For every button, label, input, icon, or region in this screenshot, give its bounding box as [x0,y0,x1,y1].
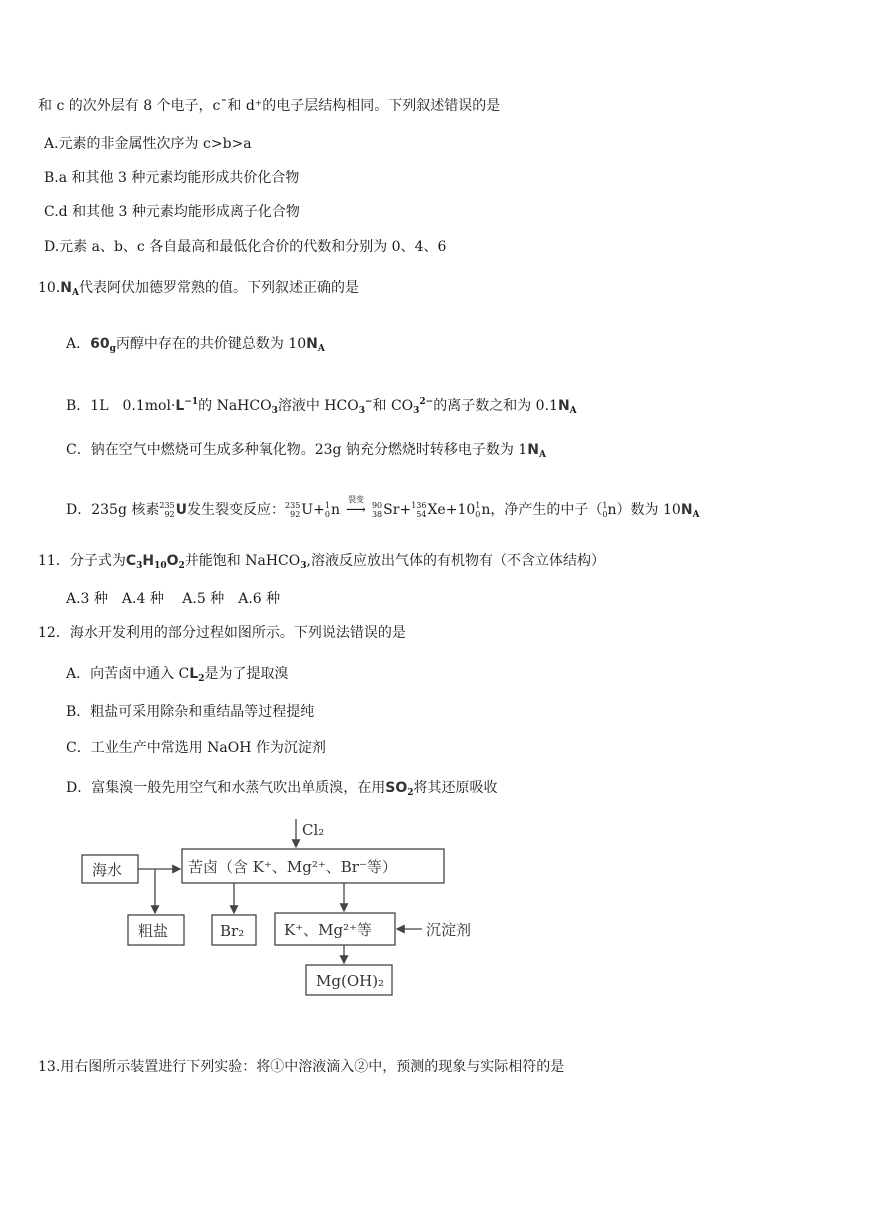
q10-option-c: C．钠在空气中燃烧可生成多种氧化物。23g 钠充分燃烧时转移电子数为 $1N_A$ [66,442,546,460]
q10-stem: $10.N_A$代表阿伏加德罗常熟的值。下列叙述正确的是 [38,280,359,298]
q13-stem: 13.用右图所示装置进行下列实验：将①中溶液滴入②中，预测的现象与实际相符的是 [38,1059,565,1075]
q12-stem: 12．海水开发利用的部分过程如图所示。下列说法错误的是 [38,625,406,641]
seawater-process-diagram [70,815,490,1000]
q11-stem: 11．分子式为$C_3H_{10}O_2$并能饱和 NaHCO$_3$,溶液反应放出气体的有机物有（不含立体结构） [38,553,605,571]
q12-option-a: A．向苦卤中通入 $CL_2$是为了提取溴 [66,666,289,684]
label-precipitant: 沉淀剂 [426,921,472,939]
fission-arrow: 裂变 ⟶ [345,495,366,518]
q9-option-b: B.a 和其他 3 种元素均能形成共价化合物 [44,170,300,186]
label-crude-salt: 粗盐 [138,922,169,940]
label-cl2: Cl₂ [302,821,325,839]
q10-option-a: A．$60_g$丙醇中存在的共价键总数为 $10N_A$ [66,336,325,354]
label-seawater: 海水 [92,861,123,879]
label-brine: 苦卤（含 K⁺、Mg²⁺、Br⁻等） [188,858,397,876]
q12-option-c: C．工业生产中常选用 NaOH 作为沉淀剂 [66,740,326,756]
q9-option-d: D.元素 a、b、c 各自最高和最低化合价的代数和分别为 0、4、6 [44,239,447,255]
label-mgoh2: Mg(OH)₂ [316,972,385,990]
q9-option-a: A.元素的非金属性次序为 c>b>a [44,136,252,152]
label-ions: K⁺、Mg²⁺等 [284,921,373,939]
q10-option-d: D．235g 核素235 92U发生裂变反应：235 92U+1 0n 裂变 ⟶ 90 38Sr+136 54Xe+101 0n，净产生的中子（1 0n）数为 $10N_A$ [66,495,700,520]
q12-option-d: D．富集溴一般先用空气和水蒸气吹出单质溴，在用$SO_2$将其还原吸收 [66,780,498,798]
label-br2: Br₂ [220,922,245,940]
question-9-stem-continuation: 和 c 的次外层有 8 个电子，c¯和 d⁺的电子层结构相同。下列叙述错误的是 [38,98,501,114]
q12-option-b: B．粗盐可采用除杂和重结晶等过程提纯 [66,704,315,720]
q10-option-b: B．1L $0.1mol\cdot L^{-1}$的 NaHCO$_3$溶液中 $HCO_3^-$和 $CO_3^{2-}$的离子数之和为 $0.1N_A$ [66,397,577,416]
q9-option-c: C.d 和其他 3 种元素均能形成离子化合物 [44,204,300,220]
q11-options: A.3 种 A.4 种 A.5 种 A.6 种 [66,591,281,607]
